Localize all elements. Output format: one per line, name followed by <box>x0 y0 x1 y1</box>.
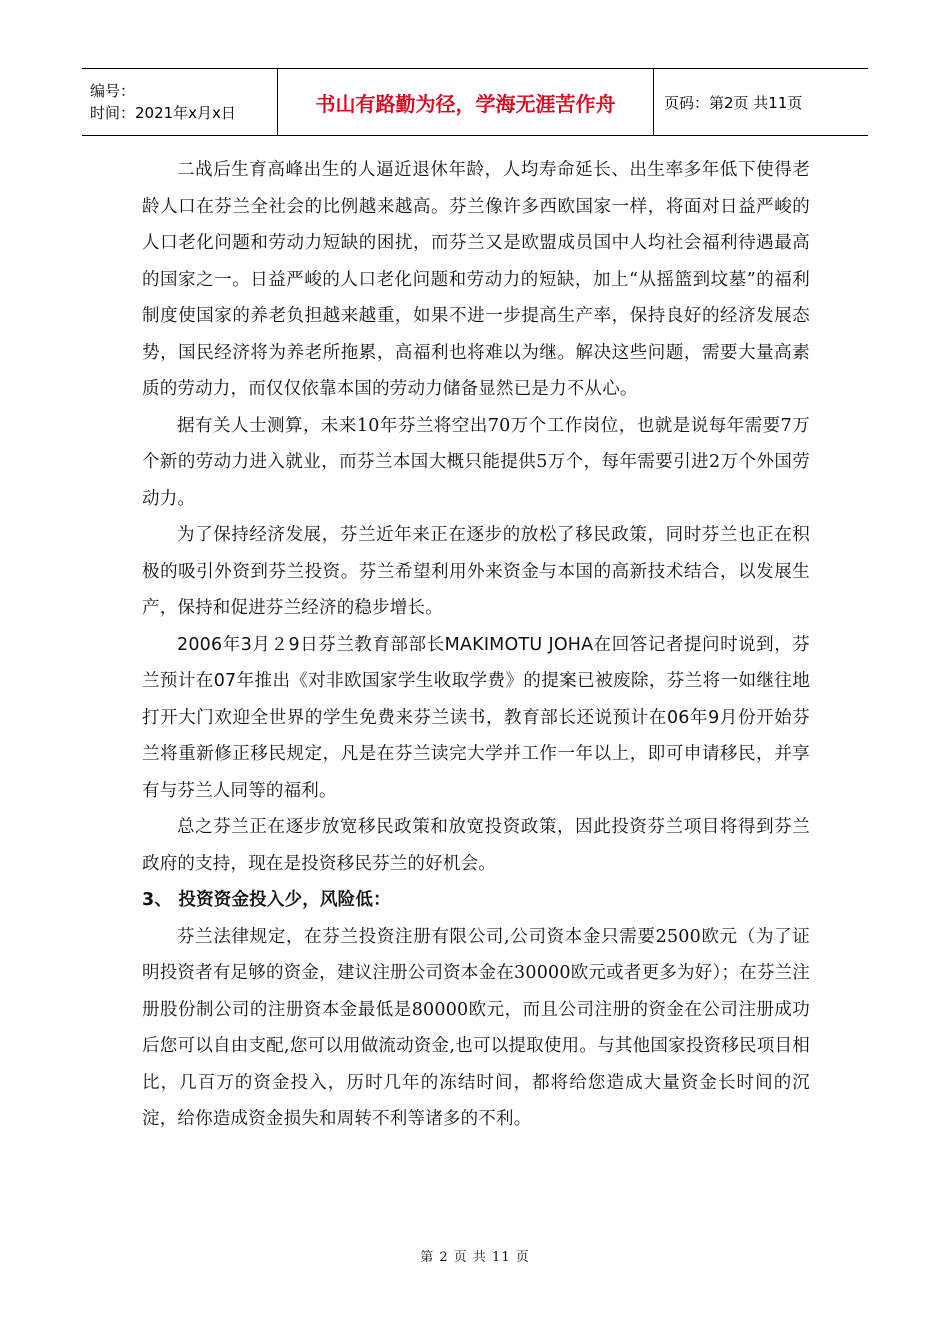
paragraph: 据有关人士测算，未来10年芬兰将空出70万个工作岗位，也就是说每年需要7万个新的劳动力进入就业，而芬兰本国大概只能提供5万个，每年需要引进2万个外国劳动力。 <box>142 415 810 509</box>
header-meta <box>82 69 278 135</box>
paragraph: 为了保持经济发展，芬兰近年来正在逐步的放松了移民政策，同时芬兰也正在积极的吸引外资到芬兰投资。芬兰希望利用外来资金与本国的高新技术结合，以发展生产，保持和促进芬兰经济的稳步增长。 <box>142 525 810 618</box>
document-time-label: 时间：2021年x月x日 <box>90 104 236 122</box>
paragraph: 2006年3月２9日芬兰教育部部长MAKIMOTU JOHA在回答记者提问时说到，芬兰预计在07年推出《对非欧国家学生收取学费》的提案已被废除，芬兰将一如继往地打开大门欢迎全世界的学生免费来芬兰读书，教育部长还说预计在06年9月份开始芬兰将重新修正移民规定，凡是在芬兰读完大学并工作一年以上，即可申请移民，并享有与芬兰人同等的福利。 <box>142 634 810 801</box>
document-number-label: 编号： <box>90 82 136 100</box>
header-motto: 书山有路勤为径，学海无涯苦作舟 <box>278 69 654 135</box>
page-footer: 第 2 页 共 11 页 <box>420 1250 530 1265</box>
paragraph: 总之芬兰正在逐步放宽移民政策和放宽投资政策，因此投资芬兰项目将得到芬兰政府的支持，现在是投资移民芬兰的好机会。 <box>142 817 810 874</box>
document-body <box>142 152 810 1138</box>
section-heading: 3、 投资资金投入少，风险低： <box>142 890 391 910</box>
header-page-info: 页码：第2页 共11页 <box>664 93 803 112</box>
paragraph: 二战后生育高峰出生的人逼近退休年龄，人均寿命延长、出生率多年低下使得老龄人口在芬兰全社会的比例越来越高。芬兰像许多西欧国家一样，将面对日益严峻的人口老化问题和劳动力短缺的困扰，而芬兰又是欧盟成员国中人均社会福利待遇最高的国家之一。日益严峻的人口老化问题和劳动力的短缺，加上“从摇篮到坟墓”的福利制度使国家的养老负担越来越重，如果不进一步提高生产率，保持良好的经济发展态势，国民经济将为养老所拖累，高福利也将难以为继。解决这些问题，需要大量高素质的劳动力，而仅仅依靠本国的劳动力储备显然已是力不从心。 <box>142 160 810 399</box>
page-header <box>82 68 868 136</box>
section-paragraph: 芬兰法律规定，在芬兰投资注册有限公司,公司资本金只需要2500欧元（为了证明投资者有足够的资金，建议注册公司资本金在30000欧元或者更多为好）；在芬兰注册股份制公司的注册资本金最低是80000欧元，而且公司注册的资金在公司注册成功后您可以自由支配,您可以用做流动资金,也可以提取使用。与其他国家投资移民项目相比，几百万的资金投入，历时几年的冻结时间，都将给您造成大量资金长时间的沉淀，给你造成资金损失和周转不利等诸多的不利。 <box>142 926 810 1129</box>
